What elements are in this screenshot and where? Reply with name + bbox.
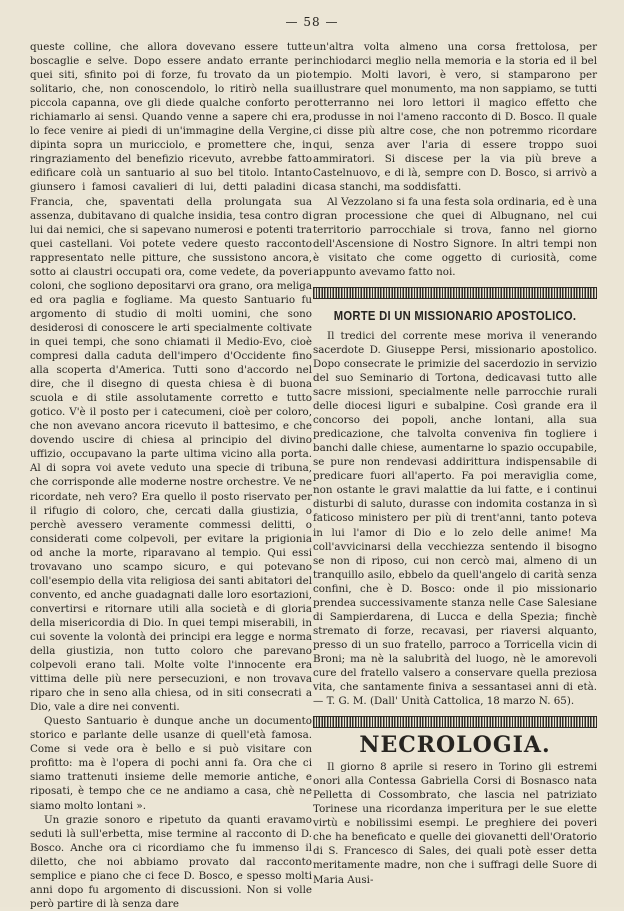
left-column — [30, 40, 312, 911]
page-number: — 58 — — [285, 15, 339, 29]
right-column — [313, 40, 597, 887]
section-divider — [313, 716, 597, 728]
left-paragraph-1: queste colline, che allora dovevano essere tutte boscaglie e selve. Dopo essere andato errante per quei siti, sfinito poi di forze, fu trovato da un pio solitario, che, non conoscendolo, lo ritirò nella sua piccola capanna, ove gli diede qualche conforto per richiamarlo ai sensi. Quando venne a sapere chi era, lo fece venire ai piedi di un'immagine della Vergine, dipinta sopra un muricciolo, e promettere che, in ringraziamento del benefizio ricevuto, avrebbe fatto edificare colà un santuario al suo bel titolo. Intanto giunsero i famosi cavalieri di lui, detti paladini di Francia, che, spaventati della prolungata sua assenza, dubitavano di qualche insidia, tesa contro di lui dai nemici, che si sapevano numerosi e potenti tra quei castellani. Voi potete vedere questo racconto rappresentato nelle pitture, che sussistono ancora, sotto ai claustri occupati ora, come vedete, da poveri coloni, che sogliono depositarvi ora grano, ora meliga ed ora paglia e fogliame. Ma questo Santuario fu argomento di studio di molti uomini, che sono desiderosi di conoscere le arti specialmente coltivate in quei tempi, che sono chiamati il Medio-Evo, cioè compresi dalla caduta dell'impero d'Occidente fino alla scoperta d'America. Tutti sono d'accordo nel dire, che il disegno di questa chiesa è di buona scuola e di stile assolutamente corretto e tutto gotico. V'è il posto per i catecumeni, cioè per coloro, che non avevano ancora ricevuto il battesimo, e che dovendo uscire di chiesa al principio del divino uffizio, occupavano la parte ultima vicino alla porta. Al di sopra voi avete veduto una specie di tribuna, che corrisponde alle moderne nostre orchestre. Ve ne ricordate, neh vero? Era quello il posto riservato per il rifugio di coloro, che, cercati dalla giustizia, o perchè avessero veramente commessi delitti, o considerati come colpevoli, per evitare la prigionia od anche la morte, riparavano al tempio. Qui essi trovavano uno scampo sicuro, e qui potevano coll'esempio della vita religiosa dei santi abitatori del convento, ed anche guadagnati dalle loro esortazioni, convertirsi e ritornare utili alla società e di gloria della misericordia di Dio. In quei tempi miserabili, in cui sovente la volontà dei principi era legge e norma della giustizia, non tutto coloro che parevano colpevoli erano tali. Molte volte l'innocente era vittima delle più nere persecuzioni, e non trovava riparo che in seno alla chiesa, od in siti consecrati a Dio, vale a dire nei conventi. — [30, 41, 312, 714]
missionary-paragraph: Il tredici del corrente mese moriva il venerando sacerdote D. Giuseppe Persi, missionario apostolico. Dopo consecrate le primizie del sacerdozio in servizio del suo Seminario di Tortona, dedicavasi tutto alle sacre missioni, specialmente nelle parrocchie rurali delle diocesi liguri e subalpine. Così grande era il concorso dei popoli, anche lontani, alla sua predicazione, che talvolta conveniva fin togliere i banchi dalle chiese, aumentarne lo spazio occupabile, se pure non rendevasi addirittura indispensabile di predicare fuori all'aperto. Fa poi meraviglia come, non ostante le gravi malattie da lui fatte, e i continui disturbi di saluto, durasse con indomita costanza in sì faticoso ministero per più di trent'anni, tanto poteva in lui l'amor di Dio e lo zelo delle anime! Ma coll'avvicinarsi della vecchiezza sentendo il bisogno se non di riposo, cui non cercò mai, almeno di un tranquillo asilo, ebbelo da quell'angelo di carità senza confini, che è D. Bosco: onde il pio missionario prendea successivamente stanza nelle Case Salesiane di Sampierdarena, di Lucca e della Spezia; finchè stremato di forze, recavasi, per riaversi alquanto, presso di un suo fratello, parroco a Torricella vicin di Broni; ma nè la salubrità del luogo, nè le amorevoli cure del fratello valsero a conservare quella preziosa vita, che santamente finiva a sessantasei anni di età. — T. G. M. (Dall' Unità Cattolica, 18 marzo N. 65). — [313, 329, 597, 708]
right-paragraph-2: Al Vezzolano si fa una festa sola ordinaria, ed è una gran processione che quei di Albugnano, nel cui territorio parrocchiale si trova, fanno nel giorno dell'Ascensione di Nostro Signore. In altri tempi non è visitato che come oggetto di curiosità, come appunto avevamo fatto noi. — [313, 195, 597, 278]
section-title-necrologia: NECROLOGIA. — [359, 732, 551, 759]
necrologia-paragraph: Il giorno 8 aprile si resero in Torino gli estremi onori alla Contessa Gabriella Corsi di Bosnasco nata Pelletta di Cossombrato, che lascia nel patriziato Torinese una ricordanza imperitura per le sue elette virtù e nobilissimi esempi. Le preghiere dei poveri che ha beneficato e quelle dei giovanetti dell'Oratorio di S. Francesco di Sales, dei quali potè esser detta meritamente madre, non che i suffragi delle Suore di Maria Ausi- — [313, 761, 597, 886]
left-paragraph-2: Questo Santuario è dunque anche un documento storico e parlante delle usanze di quell'età famosa. Come si vede ora è bello e si può visitare con profitto: ma è l'opera di pochi anni fa. Ora che ci siamo trattenuti insieme delle memorie antiche, e riposati, è tempo che ce ne andiamo a casa, chè ne siamo molto lontani ». — [30, 715, 312, 812]
section-title-missionary: MORTE DI UN MISSIONARIO APOSTOLICO. — [333, 308, 577, 323]
left-paragraph-3: Un grazie sonoro e ripetuto da quanti eravamo seduti là sull'erbetta, mise termine al racconto di D. Bosco. Anche ora ci ricordiamo che fu immenso il diletto, che noi abbiamo provato dal racconto semplice e piano che ci fece D. Bosco, e spesso molti anni dopo fu argomento di discussioni. Non si volle però partire di là senza dare — [30, 813, 312, 910]
right-paragraph-1: un'altra volta almeno una corsa frettolosa, per inchiodarci meglio nella memoria e la storia ed il bel tempio. Molti lavori, è vero, si stamparono per illustrare quel monumento, ma non sappiamo, se tutti otterranno nei loro lettori il magico effetto che produsse in noi l'ameno racconto di D. Bosco. Il quale ci disse più altre cose, che non potremmo ricordare qui, senza aver l'aria di essere troppo suoi ammiratori. Si discese per la via più breve a Castelnuovo, e di là, sempre con D. Bosco, si arrivò a casa stanchi, ma soddisfatti. — [313, 41, 597, 194]
section-divider — [313, 287, 597, 299]
